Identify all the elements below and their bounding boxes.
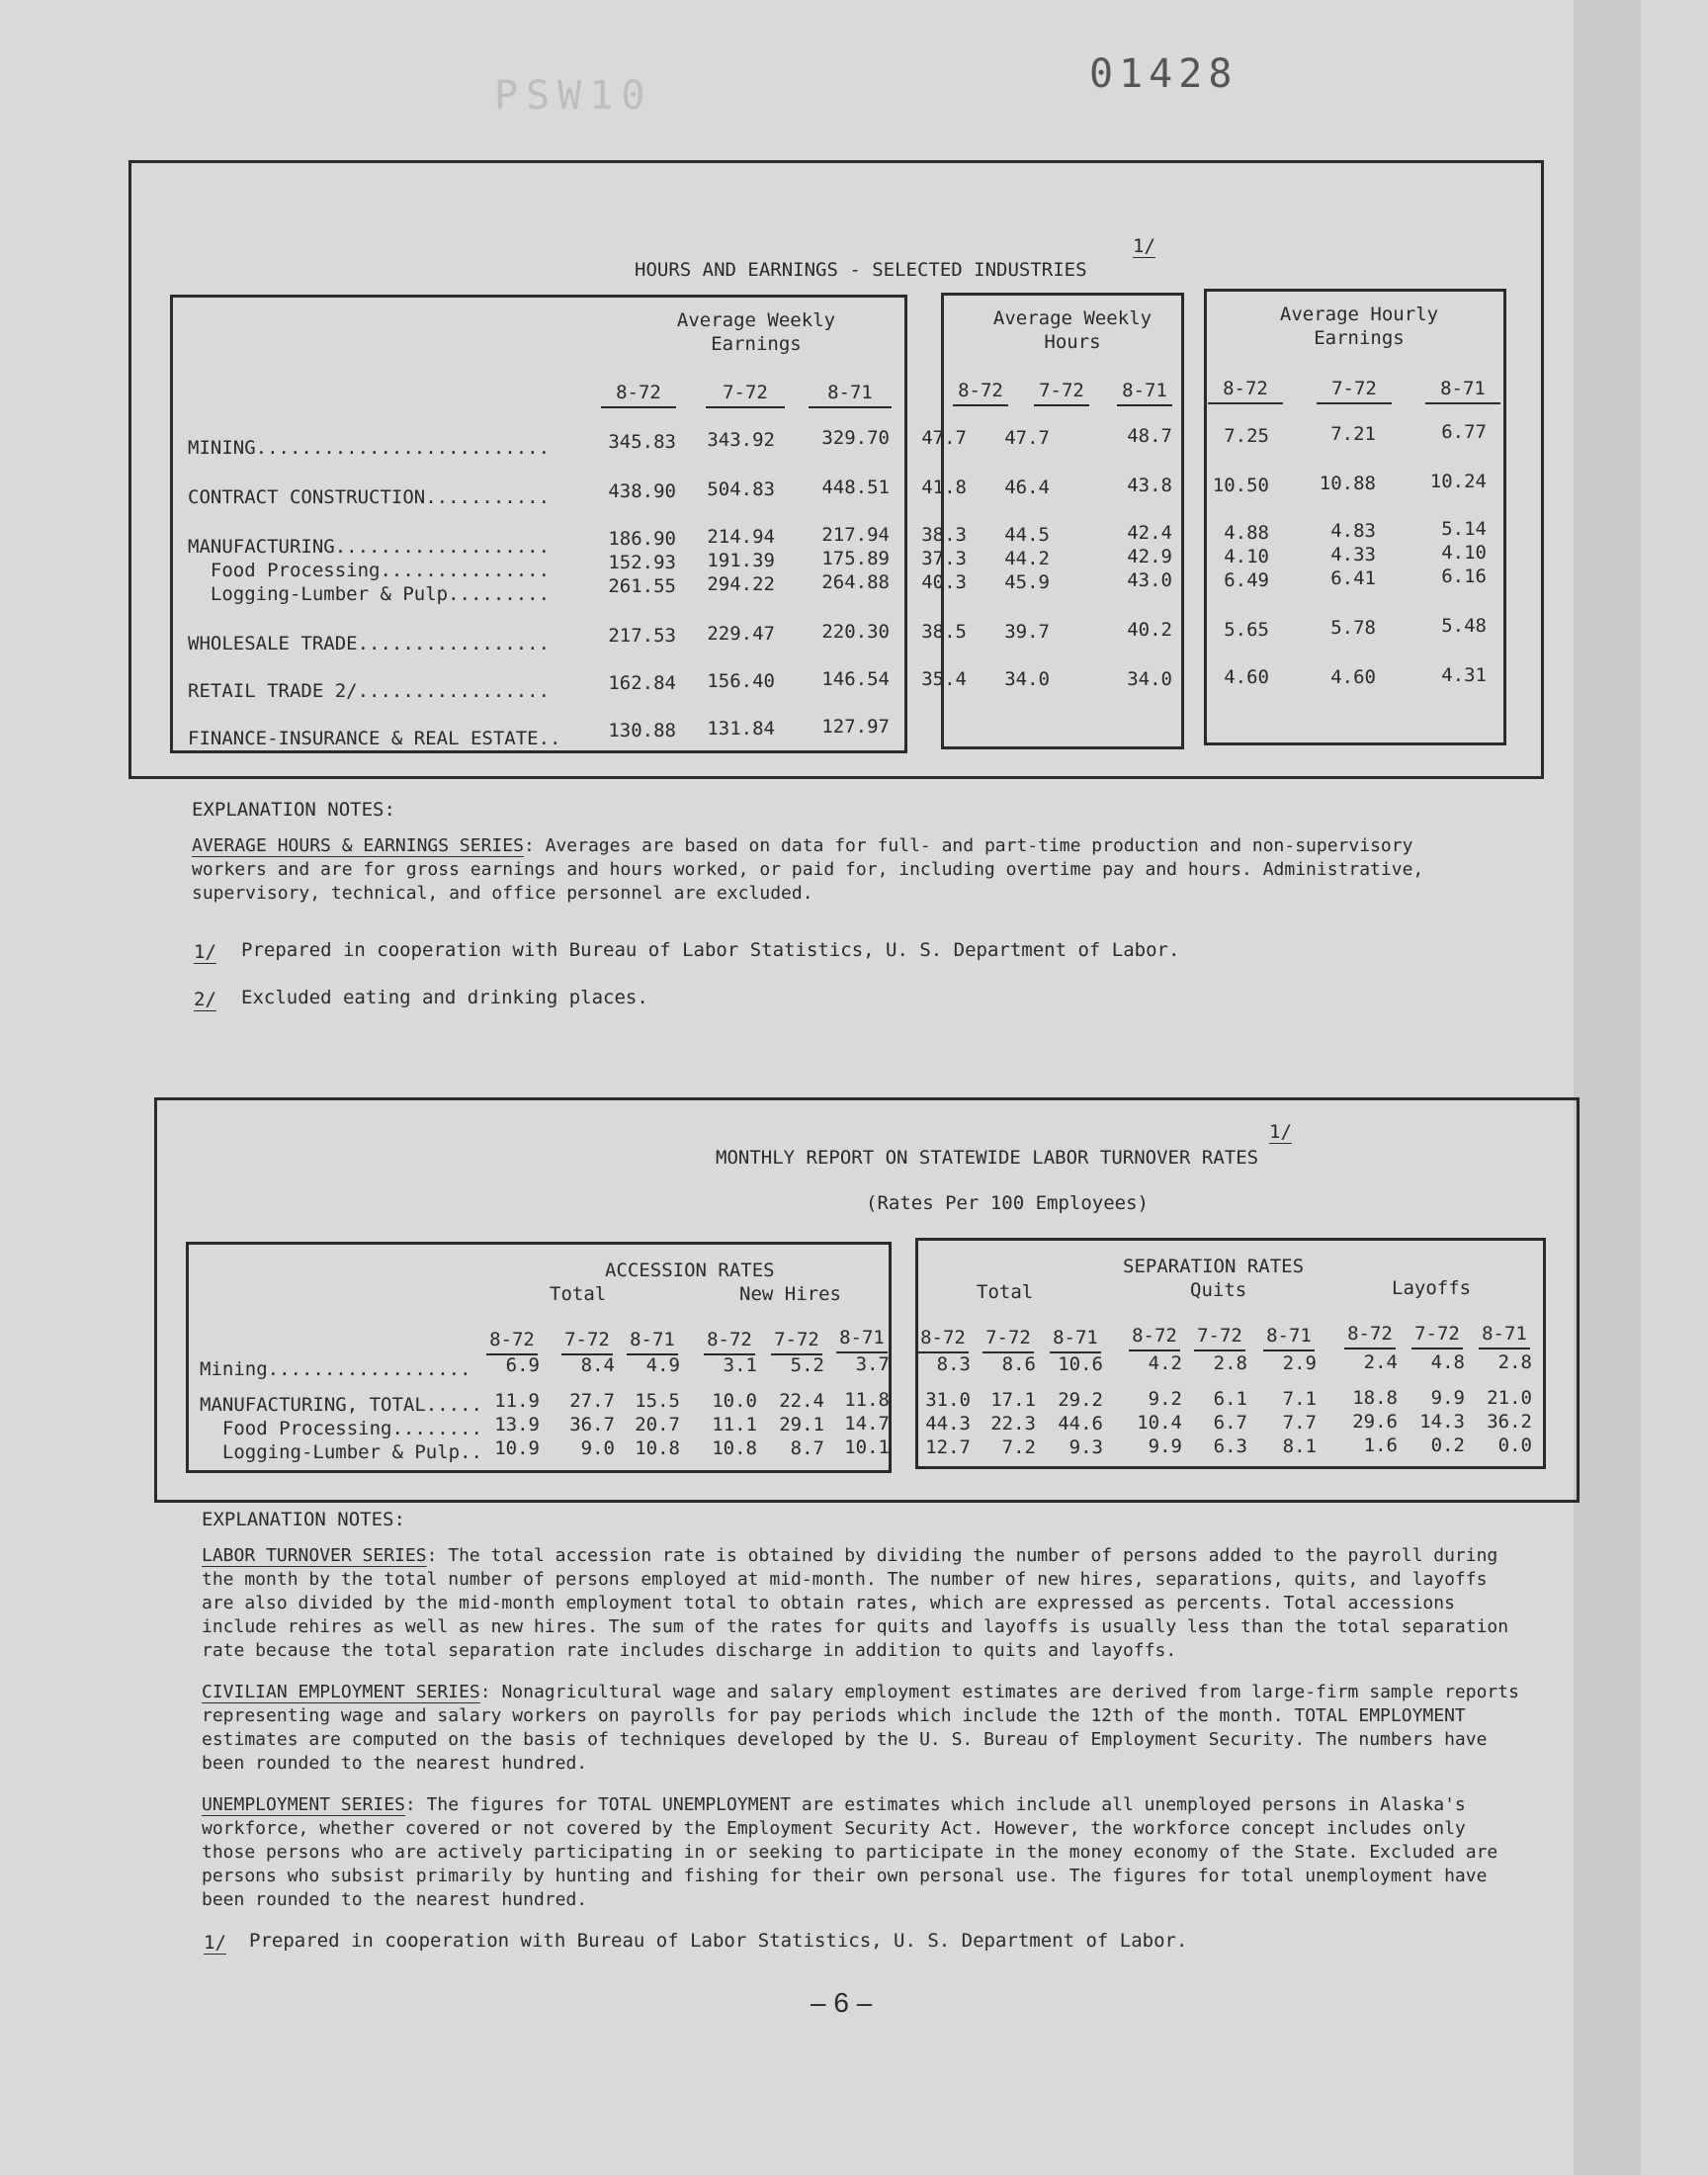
turnover-value-cell: 10.8 bbox=[635, 1437, 680, 1459]
notes1-series-text: : Averages are based on data for full- and part-time production and non-supervisory workers and are for gross earnings and hours worked, or paid for, including overtime pay and hours. Administrative, supervisory, technical, and office personnel are excluded. bbox=[192, 835, 1424, 904]
col-header-acc-new-7-72: 7-72 bbox=[771, 1329, 822, 1355]
turnover-value-cell: 8.4 bbox=[580, 1354, 615, 1376]
notes2-p3-label: UNEMPLOYMENT SERIES bbox=[202, 1794, 405, 1815]
turnover-value-cell: 2.8 bbox=[1213, 1352, 1247, 1374]
row-label: CONTRACT CONSTRUCTION........... bbox=[188, 486, 551, 508]
value-cell: 4.60 bbox=[1224, 666, 1269, 688]
col-header-earnings-7-72: 7-72 bbox=[706, 382, 785, 408]
value-cell: 5.48 bbox=[1441, 615, 1487, 637]
value-cell: 40.2 bbox=[1127, 619, 1172, 641]
row-label: Food Processing............... bbox=[188, 560, 551, 581]
turnover-value-cell: 10.4 bbox=[1137, 1412, 1182, 1434]
turnover-value-cell: 27.7 bbox=[569, 1390, 615, 1412]
value-cell: 175.89 bbox=[821, 548, 890, 569]
turnover-value-cell: 9.0 bbox=[580, 1437, 615, 1459]
value-cell: 42.9 bbox=[1127, 546, 1172, 567]
col-header-acc-new-8-71: 8-71 bbox=[836, 1327, 888, 1353]
turnover-value-cell: 17.1 bbox=[990, 1389, 1036, 1411]
turnover-value-cell: 3.7 bbox=[855, 1353, 890, 1375]
col-header-sep-layoffs-8-72: 8-72 bbox=[1344, 1323, 1396, 1349]
col-header-sep-quits-7-72: 7-72 bbox=[1194, 1325, 1245, 1351]
turnover-value-cell: 0.0 bbox=[1497, 1435, 1532, 1456]
turnover-value-cell: 10.9 bbox=[494, 1437, 540, 1459]
notes1-fn2-text: Excluded eating and drinking places. bbox=[241, 987, 648, 1008]
turnover-value-cell: 31.0 bbox=[925, 1389, 971, 1411]
value-cell: 448.51 bbox=[821, 477, 890, 498]
turnover-value-cell: 29.1 bbox=[779, 1414, 824, 1436]
value-cell: 504.83 bbox=[707, 478, 775, 500]
value-cell: 4.83 bbox=[1330, 520, 1376, 542]
turnover-row-label: Food Processing........ bbox=[200, 1418, 482, 1439]
value-cell: 35.4 bbox=[921, 668, 967, 690]
value-cell: 127.97 bbox=[821, 716, 890, 738]
turnover-row-label: Mining.................. bbox=[200, 1358, 471, 1380]
value-cell: 4.31 bbox=[1441, 664, 1487, 686]
value-cell: 4.10 bbox=[1441, 542, 1487, 564]
value-cell: 39.7 bbox=[1004, 621, 1050, 643]
turnover-value-cell: 7.1 bbox=[1282, 1388, 1317, 1410]
turnover-title: MONTHLY REPORT ON STATEWIDE LABOR TURNOVER RATES bbox=[716, 1147, 1259, 1169]
value-cell: 220.30 bbox=[821, 621, 890, 643]
accession-total-header: Total bbox=[550, 1283, 607, 1305]
col-header-earnings-8-71: 8-71 bbox=[809, 382, 892, 408]
value-cell: 146.54 bbox=[821, 668, 890, 690]
turnover-value-cell: 6.1 bbox=[1213, 1388, 1247, 1410]
value-cell: 264.88 bbox=[821, 571, 890, 593]
turnover-value-cell: 4.2 bbox=[1148, 1352, 1182, 1374]
turnover-subtitle: (Rates Per 100 Employees) bbox=[866, 1192, 1149, 1214]
col-header-sep-layoffs-7-72: 7-72 bbox=[1411, 1323, 1463, 1349]
value-cell: 10.50 bbox=[1212, 475, 1269, 496]
value-cell: 40.3 bbox=[921, 571, 967, 593]
notes1-fn2-ref: 2/ bbox=[194, 989, 216, 1010]
col-header-sep-total-7-72: 7-72 bbox=[982, 1327, 1034, 1353]
turnover-value-cell: 6.7 bbox=[1213, 1412, 1247, 1434]
turnover-value-cell: 5.2 bbox=[790, 1354, 824, 1376]
value-cell: 343.92 bbox=[707, 429, 775, 451]
value-cell: 7.21 bbox=[1330, 423, 1376, 445]
value-cell: 38.3 bbox=[921, 524, 967, 546]
turnover-value-cell: 18.8 bbox=[1352, 1387, 1398, 1409]
col-header-sep-quits-8-72: 8-72 bbox=[1129, 1325, 1180, 1351]
turnover-value-cell: 4.9 bbox=[645, 1354, 680, 1376]
value-cell: 162.84 bbox=[608, 672, 676, 694]
turnover-value-cell: 7.7 bbox=[1282, 1412, 1317, 1434]
value-cell: 191.39 bbox=[707, 550, 775, 571]
turnover-value-cell: 8.3 bbox=[936, 1353, 971, 1375]
turnover-value-cell: 6.3 bbox=[1213, 1436, 1247, 1457]
turnover-value-cell: 36.7 bbox=[569, 1414, 615, 1436]
value-cell: 438.90 bbox=[608, 480, 676, 502]
notes1-fn1-text: Prepared in cooperation with Bureau of Labor Statistics, U. S. Department of Labor. bbox=[241, 939, 1180, 961]
turnover-value-cell: 10.8 bbox=[712, 1437, 757, 1459]
value-cell: 329.70 bbox=[821, 427, 890, 449]
page-number: – 6 – bbox=[811, 1987, 873, 2018]
group-header-hourly-earnings: Average Hourly Earnings bbox=[1279, 304, 1439, 349]
value-cell: 48.7 bbox=[1127, 425, 1172, 447]
value-cell: 34.0 bbox=[1004, 668, 1050, 690]
turnover-value-cell: 2.9 bbox=[1282, 1352, 1317, 1374]
col-header-sep-quits-8-71: 8-71 bbox=[1263, 1325, 1315, 1351]
turnover-value-cell: 2.8 bbox=[1497, 1351, 1532, 1373]
value-cell: 186.90 bbox=[608, 528, 676, 550]
value-cell: 130.88 bbox=[608, 720, 676, 741]
value-cell: 45.9 bbox=[1004, 571, 1050, 593]
row-label: MINING.......................... bbox=[188, 437, 551, 459]
value-cell: 214.94 bbox=[707, 526, 775, 548]
turnover-value-cell: 10.6 bbox=[1058, 1353, 1103, 1375]
page-edge bbox=[1574, 0, 1641, 2175]
turnover-value-cell: 29.2 bbox=[1058, 1389, 1103, 1411]
notes2-p1-text: : The total accession rate is obtained by dividing the number of persons added to the payroll during the month by the total number of persons employed at mid-month. The number of new hires, separations, quits, and layoffs are also divided by the mid-month employment total to obtain rates, which are expressed as percents. Total accessions include rehires as well as new hires. The sum of the rates for quits and layoffs is usually less than the total separation rate because the total separation rate includes discharge in addition to quits and layoffs. bbox=[202, 1545, 1509, 1661]
value-cell: 6.49 bbox=[1224, 569, 1269, 591]
turnover-value-cell: 14.7 bbox=[844, 1413, 890, 1435]
col-header-hourly-7-72: 7-72 bbox=[1317, 378, 1392, 404]
value-cell: 10.88 bbox=[1319, 473, 1376, 494]
value-cell: 41.8 bbox=[921, 477, 967, 498]
value-cell: 34.0 bbox=[1127, 668, 1172, 690]
turnover-value-cell: 9.2 bbox=[1148, 1388, 1182, 1410]
row-label: FINANCE-INSURANCE & REAL ESTATE.. bbox=[188, 728, 561, 749]
value-cell: 6.41 bbox=[1330, 567, 1376, 589]
value-cell: 294.22 bbox=[707, 573, 775, 595]
turnover-row-label: Logging-Lumber & Pulp.. bbox=[200, 1441, 482, 1463]
notes2-p2-text: : Nonagricultural wage and salary employment estimates are derived from large-firm sample reports representing wage and salary workers on payrolls for pay periods which include the 12th of the month. TOTAL EMPLOYMENT estimates are computed on the basis of techniques developed by the U. S. Bureau of Employment Security. The numbers have been rounded to the nearest hundred. bbox=[202, 1682, 1519, 1774]
hours-earnings-footnote-ref: 1/ bbox=[1133, 235, 1155, 257]
value-cell: 42.4 bbox=[1127, 522, 1172, 544]
turnover-value-cell: 20.7 bbox=[635, 1414, 680, 1436]
col-header-acc-total-8-71: 8-71 bbox=[627, 1329, 678, 1355]
turnover-value-cell: 11.1 bbox=[712, 1414, 757, 1436]
turnover-value-cell: 11.8 bbox=[844, 1389, 890, 1411]
turnover-value-cell: 22.3 bbox=[990, 1413, 1036, 1435]
notes2-fn1-ref: 1/ bbox=[204, 1932, 226, 1954]
turnover-value-cell: 10.0 bbox=[712, 1390, 757, 1412]
col-header-hourly-8-72: 8-72 bbox=[1208, 378, 1283, 404]
turnover-value-cell: 22.4 bbox=[779, 1390, 824, 1412]
turnover-value-cell: 29.6 bbox=[1352, 1411, 1398, 1433]
col-header-hours-8-71: 8-71 bbox=[1117, 380, 1172, 406]
value-cell: 6.77 bbox=[1441, 421, 1487, 443]
group-header-weekly-hours: Average Weekly Hours bbox=[992, 307, 1153, 353]
notes2-civilian-employment-paragraph bbox=[202, 1681, 1526, 1776]
notes2-p2-label: CIVILIAN EMPLOYMENT SERIES bbox=[202, 1682, 480, 1702]
value-cell: 345.83 bbox=[608, 431, 676, 453]
turnover-value-cell: 3.1 bbox=[723, 1354, 757, 1376]
value-cell: 46.4 bbox=[1004, 477, 1050, 498]
document-number: 01428 bbox=[1089, 51, 1238, 97]
turnover-value-cell: 8.7 bbox=[790, 1437, 824, 1459]
value-cell: 43.8 bbox=[1127, 475, 1172, 496]
turnover-value-cell: 7.2 bbox=[1001, 1436, 1036, 1458]
notes1-series-paragraph bbox=[192, 834, 1477, 906]
turnover-value-cell: 12.7 bbox=[925, 1436, 971, 1458]
value-cell: 47.7 bbox=[1004, 427, 1050, 449]
turnover-value-cell: 6.9 bbox=[505, 1354, 540, 1376]
turnover-value-cell: 14.3 bbox=[1419, 1411, 1465, 1433]
value-cell: 10.24 bbox=[1429, 471, 1487, 492]
value-cell: 38.5 bbox=[921, 621, 967, 643]
notes1-heading: EXPLANATION NOTES: bbox=[192, 799, 395, 821]
turnover-value-cell: 11.9 bbox=[494, 1390, 540, 1412]
notes2-p1-label: LABOR TURNOVER SERIES bbox=[202, 1545, 427, 1566]
value-cell: 7.25 bbox=[1224, 425, 1269, 447]
notes2-p3-text: : The figures for TOTAL UNEMPLOYMENT are estimates which include all unemployed persons in Alaska's workforce, whether covered or not covered by the Employment Security Act. However, the workforce concept includes only those persons who are actively participating in or seeking to participate in the money economy of the State. Excluded are persons who subsist primarily by hunting and fishing for their own personal use. The figures for total unemployment have been rounded to the nearest hundred. bbox=[202, 1794, 1498, 1910]
separation-total-header: Total bbox=[977, 1281, 1034, 1303]
turnover-value-cell: 13.9 bbox=[494, 1414, 540, 1436]
value-cell: 43.0 bbox=[1127, 569, 1172, 591]
col-header-hours-8-72: 8-72 bbox=[953, 380, 1008, 406]
separation-layoffs-header: Layoffs bbox=[1392, 1277, 1472, 1299]
notes2-fn1-text: Prepared in cooperation with Bureau of Labor Statistics, U. S. Department of Labor. bbox=[249, 1930, 1188, 1952]
col-header-hourly-8-71: 8-71 bbox=[1425, 378, 1500, 404]
notes1-series-label: AVERAGE HOURS & EARNINGS SERIES bbox=[192, 835, 524, 856]
turnover-row-label: MANUFACTURING, TOTAL..... bbox=[200, 1394, 482, 1416]
accession-new-hires-header: New Hires bbox=[739, 1283, 841, 1305]
value-cell: 217.53 bbox=[608, 625, 676, 647]
value-cell: 217.94 bbox=[821, 524, 890, 546]
col-header-hours-7-72: 7-72 bbox=[1034, 380, 1089, 406]
value-cell: 4.33 bbox=[1330, 544, 1376, 566]
value-cell: 5.14 bbox=[1441, 518, 1487, 540]
turnover-value-cell: 1.6 bbox=[1363, 1435, 1398, 1456]
turnover-footnote-ref: 1/ bbox=[1269, 1121, 1292, 1143]
separation-quits-header: Quits bbox=[1190, 1279, 1247, 1301]
group-header-weekly-earnings: Average Weekly Earnings bbox=[676, 309, 836, 355]
row-label: WHOLESALE TRADE................. bbox=[188, 633, 551, 654]
faded-stamp: PSW10 bbox=[494, 73, 653, 119]
turnover-value-cell: 21.0 bbox=[1487, 1387, 1532, 1409]
value-cell: 47.7 bbox=[921, 427, 967, 449]
turnover-value-cell: 9.3 bbox=[1068, 1436, 1103, 1458]
value-cell: 152.93 bbox=[608, 552, 676, 573]
row-label: Logging-Lumber & Pulp......... bbox=[188, 583, 551, 605]
turnover-value-cell: 10.1 bbox=[844, 1436, 890, 1458]
notes2-heading: EXPLANATION NOTES: bbox=[202, 1509, 405, 1530]
turnover-value-cell: 9.9 bbox=[1148, 1436, 1182, 1457]
separation-header: SEPARATION RATES bbox=[1123, 1256, 1305, 1277]
turnover-value-cell: 0.2 bbox=[1430, 1435, 1465, 1456]
col-header-sep-total-8-71: 8-71 bbox=[1050, 1327, 1101, 1353]
row-label: MANUFACTURING................... bbox=[188, 536, 551, 558]
col-header-acc-total-8-72: 8-72 bbox=[486, 1329, 538, 1355]
turnover-value-cell: 8.1 bbox=[1282, 1436, 1317, 1457]
accession-header: ACCESSION RATES bbox=[605, 1260, 775, 1281]
turnover-value-cell: 44.6 bbox=[1058, 1413, 1103, 1435]
value-cell: 44.5 bbox=[1004, 524, 1050, 546]
value-cell: 156.40 bbox=[707, 670, 775, 692]
col-header-sep-total-8-72: 8-72 bbox=[917, 1327, 969, 1353]
col-header-earnings-8-72: 8-72 bbox=[601, 382, 676, 408]
value-cell: 229.47 bbox=[707, 623, 775, 645]
turnover-value-cell: 8.6 bbox=[1001, 1353, 1036, 1375]
value-cell: 4.10 bbox=[1224, 546, 1269, 567]
turnover-value-cell: 36.2 bbox=[1487, 1411, 1532, 1433]
col-header-acc-new-8-72: 8-72 bbox=[704, 1329, 755, 1355]
turnover-value-cell: 2.4 bbox=[1363, 1351, 1398, 1373]
notes1-fn1-ref: 1/ bbox=[194, 941, 216, 963]
turnover-value-cell: 9.9 bbox=[1430, 1387, 1465, 1409]
value-cell: 4.88 bbox=[1224, 522, 1269, 544]
hours-earnings-title: HOURS AND EARNINGS - SELECTED INDUSTRIES bbox=[635, 259, 1087, 281]
value-cell: 5.65 bbox=[1224, 619, 1269, 641]
col-header-sep-layoffs-8-71: 8-71 bbox=[1479, 1323, 1530, 1349]
value-cell: 6.16 bbox=[1441, 566, 1487, 587]
notes2-unemployment-paragraph bbox=[202, 1793, 1526, 1912]
notes2-labor-turnover-paragraph bbox=[202, 1544, 1526, 1663]
turnover-value-cell: 15.5 bbox=[635, 1390, 680, 1412]
turnover-value-cell: 4.8 bbox=[1430, 1351, 1465, 1373]
value-cell: 131.84 bbox=[707, 718, 775, 740]
value-cell: 37.3 bbox=[921, 548, 967, 569]
value-cell: 44.2 bbox=[1004, 548, 1050, 569]
turnover-value-cell: 44.3 bbox=[925, 1413, 971, 1435]
value-cell: 261.55 bbox=[608, 575, 676, 597]
col-header-acc-total-7-72: 7-72 bbox=[561, 1329, 613, 1355]
value-cell: 5.78 bbox=[1330, 617, 1376, 639]
row-label: RETAIL TRADE 2/................. bbox=[188, 680, 551, 702]
value-cell: 4.60 bbox=[1330, 666, 1376, 688]
